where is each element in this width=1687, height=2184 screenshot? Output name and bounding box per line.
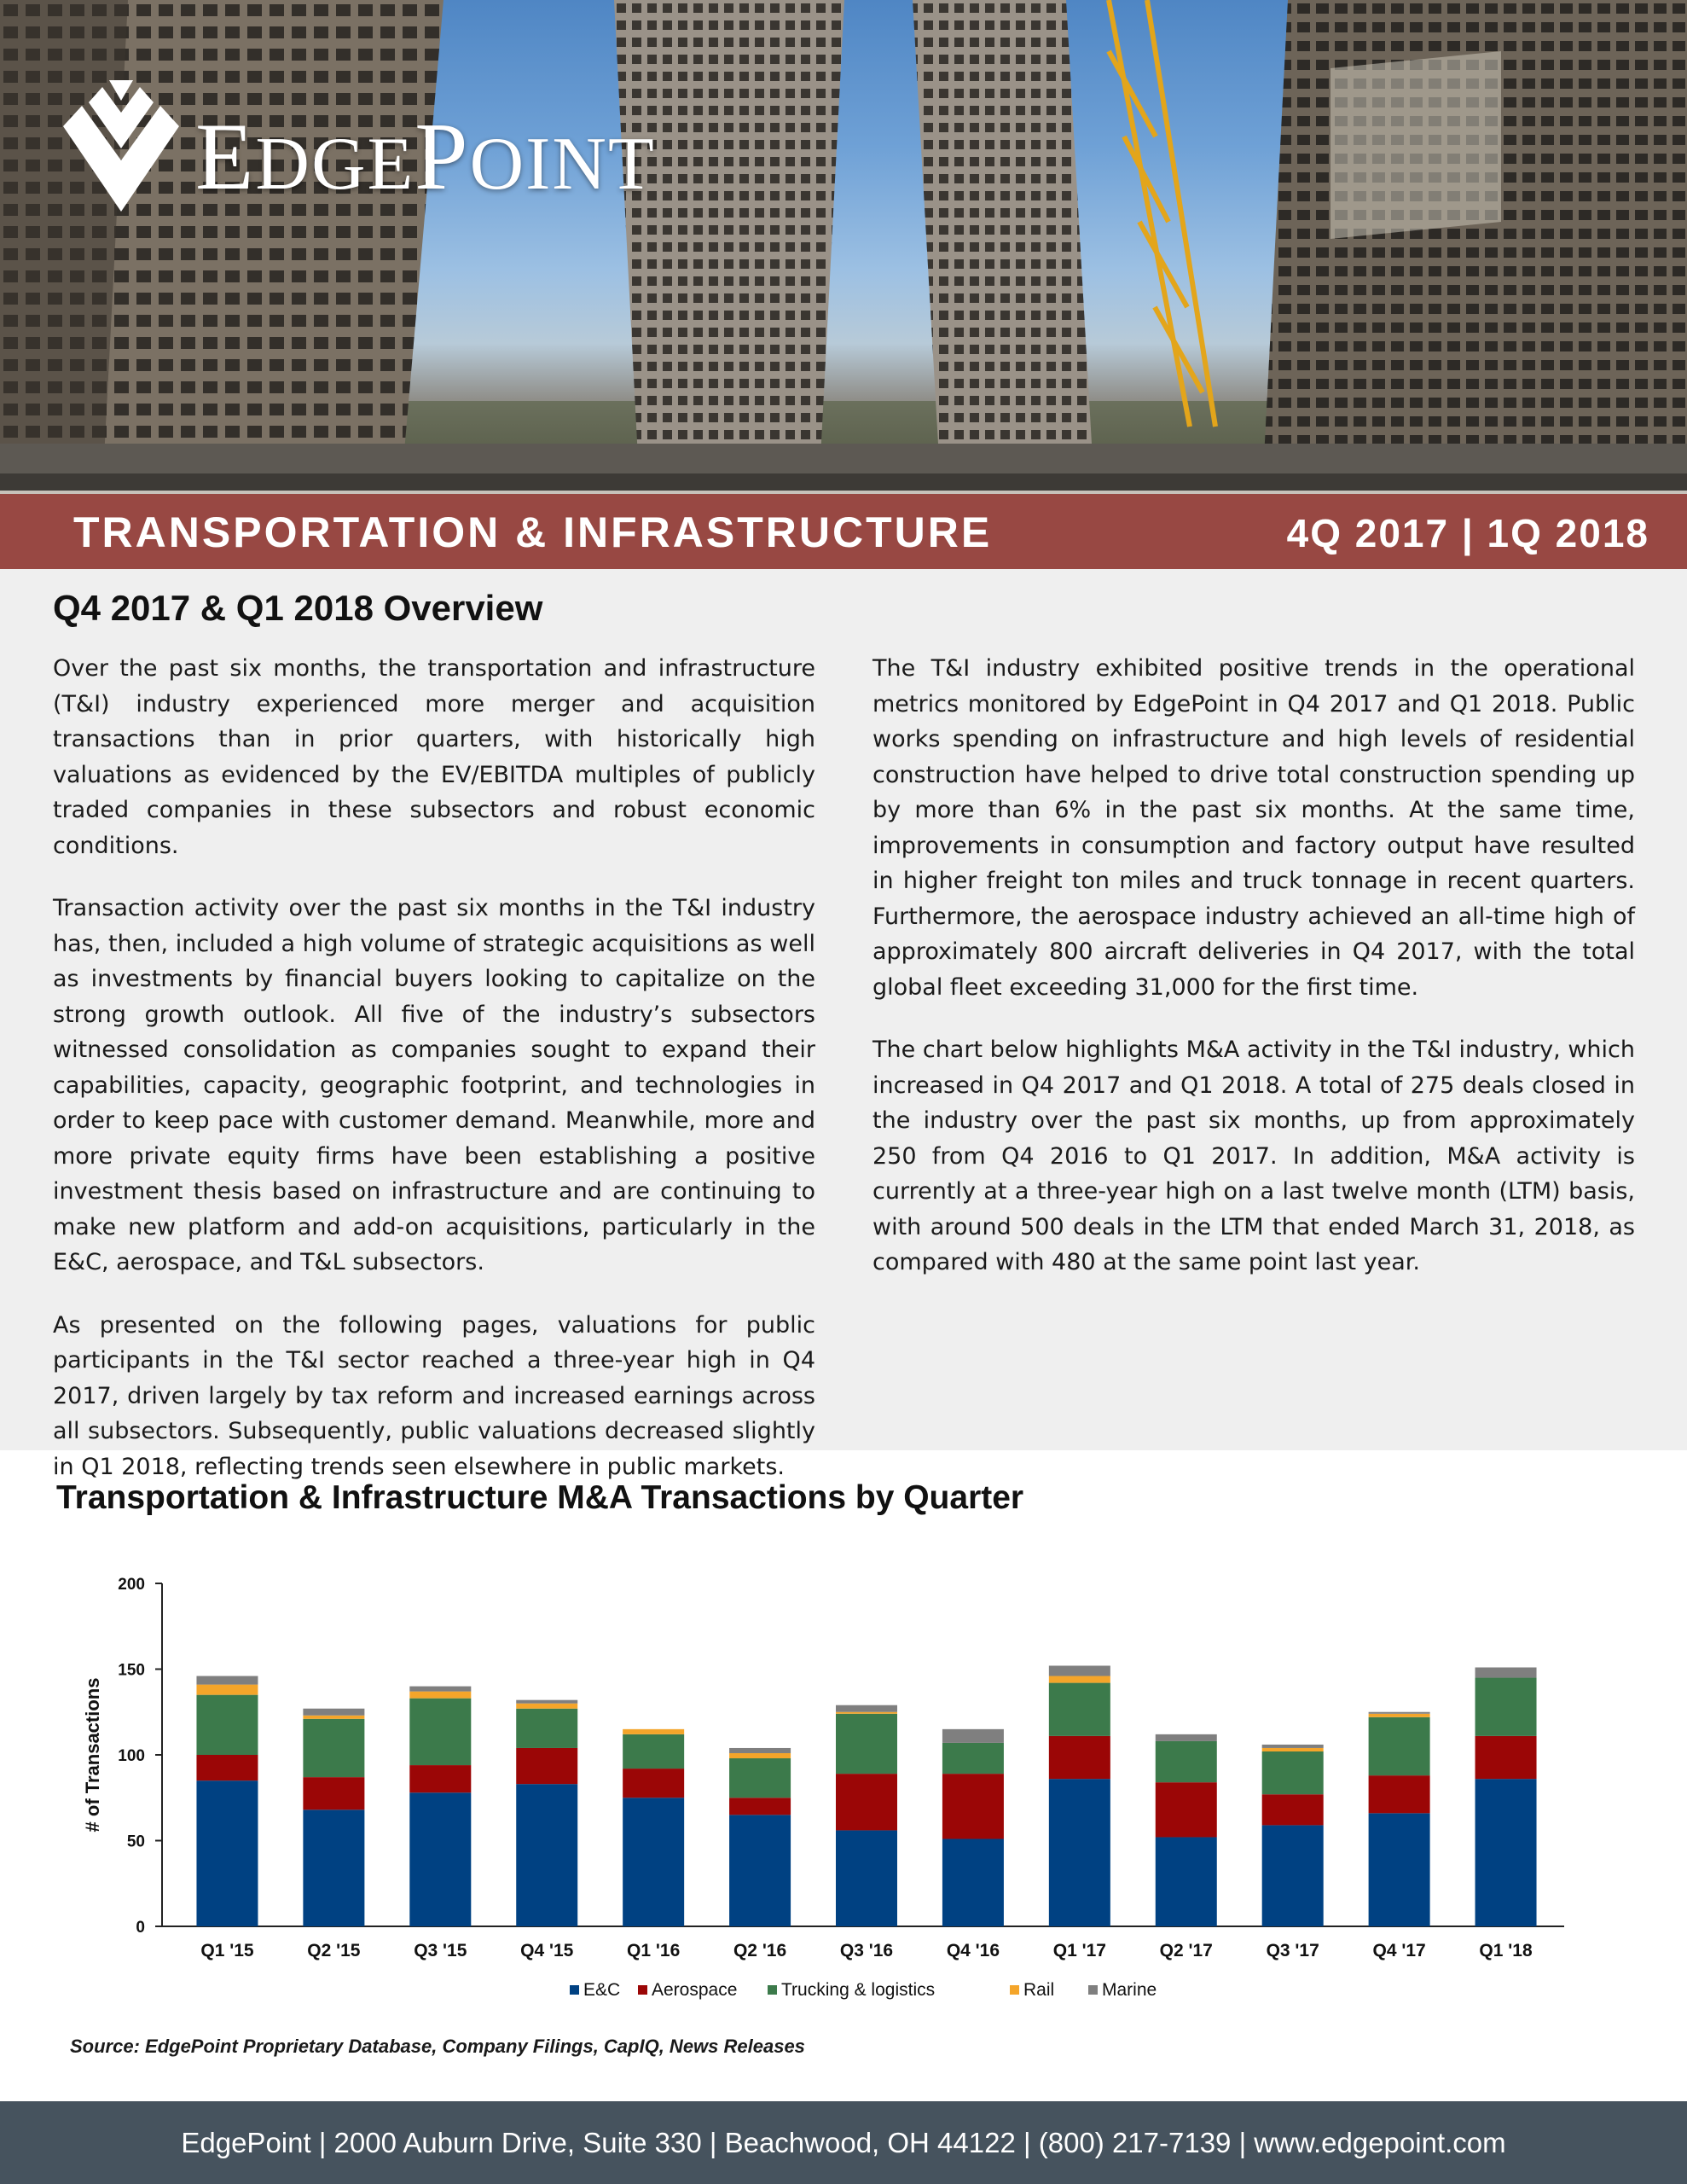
transactions-bar-chart [0, 1536, 1687, 2013]
bar-segment [1049, 1683, 1110, 1736]
overview-paragraph: Over the past six months, the transportation and infrastructure (T&I) industry experienced more merger and acquisition transactions than in prior quarters, with historically high valuations as evidenced by the EV/EBITDA multiples of publicly traded companies in these subsectors and robust economic conditions. [53, 655, 815, 859]
bar-segment [516, 1709, 577, 1748]
edgepoint-logo [51, 75, 656, 216]
y-tick-label: 50 [126, 1833, 145, 1851]
bar-segment [1475, 1736, 1537, 1779]
bar-segment [623, 1734, 684, 1769]
x-tick-label: Q2 '16 [733, 1941, 787, 1960]
bar-segment [516, 1784, 577, 1926]
bar-segment [1156, 1782, 1217, 1837]
bar-segment [303, 1777, 364, 1809]
bar-segment [1156, 1837, 1217, 1926]
title-band [0, 491, 1687, 569]
bar-segment [942, 1729, 1004, 1743]
bar-segment [836, 1774, 897, 1830]
bar-segment [1262, 1825, 1324, 1926]
bar-segment [729, 1798, 791, 1815]
bar-segment [196, 1780, 258, 1926]
bar-segment [836, 1712, 897, 1714]
y-tick-label: 0 [136, 1919, 145, 1937]
bar-segment [303, 1709, 364, 1716]
bar-segment [1262, 1794, 1324, 1825]
edgepoint-wordmark: EDGEPOINT [195, 103, 656, 210]
hero-banner [0, 0, 1687, 491]
x-tick-label: Q1 '16 [627, 1941, 681, 1960]
x-tick-label: Q4 '15 [520, 1941, 574, 1960]
bar-segment [516, 1704, 577, 1709]
bar-segment [942, 1774, 1004, 1838]
bar-segment [1049, 1779, 1110, 1926]
overview-paragraph: As presented on the following pages, valuations for public participants in the T&I sector reached a three-year high in Q4 2017, driven largely by tax reform and increased earnings across all subsectors. Subsequently, public valuations decreased slightly in Q1 2018, reflecting trends seen elsewhere in public markets. [53, 1311, 815, 1480]
bar-segment [409, 1687, 471, 1692]
bar-segment [729, 1748, 791, 1753]
x-tick-label: Q1 '18 [1479, 1941, 1533, 1960]
legend-label: Marine [1102, 1980, 1157, 2000]
overview-paragraph: The T&I industry exhibited positive trends in the operational metrics monitored by EdgePoint in Q4 2017 and Q1 2018. Public works spending on infrastructure and high levels of residential construction have helped to drive total construction spending up by more than 6% in the past six months. At the same time, improvements in consumption and factory output have resulted in higher freight ton miles and truck tonnage in recent quarters. Furthermore, the aerospace industry achieved an all-time high of approximately 800 aircraft deliveries in Q4 2017, with the total global fleet exceeding 31,000 for the first time. [872, 655, 1635, 1001]
bar-segment [409, 1792, 471, 1926]
y-axis-label: # of Transactions [82, 1677, 103, 1833]
bar-segment [196, 1695, 258, 1755]
bar-segment [1369, 1712, 1430, 1714]
bar-segment [303, 1719, 364, 1777]
x-tick-label: Q4 '16 [946, 1941, 1000, 1960]
source-note: Source: EdgePoint Proprietary Database, Company Filings, CapIQ, News Releases [70, 2036, 805, 2057]
bar-segment [1156, 1741, 1217, 1782]
legend-swatch [570, 1985, 579, 1995]
footer [0, 2101, 1687, 2184]
x-tick-label: Q2 '17 [1159, 1941, 1213, 1960]
bar-segment [836, 1705, 897, 1712]
bar-segment [1262, 1748, 1324, 1751]
bar-segment [942, 1743, 1004, 1774]
bar-segment [729, 1815, 791, 1926]
x-tick-label: Q1 '17 [1052, 1941, 1106, 1960]
x-tick-label: Q3 '16 [839, 1941, 894, 1960]
bar-segment [729, 1758, 791, 1798]
legend-swatch [768, 1985, 777, 1995]
legend-label: Aerospace [652, 1980, 738, 2000]
overview-section [0, 569, 1687, 1480]
x-tick-label: Q1 '15 [200, 1941, 254, 1960]
bar-segment [623, 1798, 684, 1926]
bar-segment [409, 1699, 471, 1765]
x-tick-label: Q3 '15 [414, 1941, 467, 1960]
report-period: 4Q 2017 | 1Q 2018 [1286, 511, 1649, 555]
construction-skyline-image [0, 0, 1687, 491]
overview-column-left [53, 651, 815, 1512]
legend-swatch [1010, 1985, 1019, 1995]
bar-segment [1369, 1813, 1430, 1926]
bar-segment [942, 1838, 1004, 1926]
bar-segment [409, 1765, 471, 1792]
bar-segment [1262, 1745, 1324, 1748]
bar-segment [1156, 1734, 1217, 1741]
overview-paragraph: Transaction activity over the past six months in the T&I industry has, then, included a high volume of strategic acquisitions as well as investments by financial buyers looking to capitalize on the strong growth outlook. All five of the industry’s subsectors witnessed consolidation as companies sought to expand their capabilities, capacity, geographic footprint, and technologies in order to keep pace with customer demand. Meanwhile, more and more private equity firms have been establishing a positive investment thesis based on infrastructure and are continuing to make new platform and add-on acquisitions, particularly in the E&C, aerospace, and T&L subsectors. [53, 895, 815, 1275]
y-tick-label: 100 [118, 1747, 145, 1765]
bar-segment [516, 1700, 577, 1704]
footer-contact: EdgePoint | 2000 Auburn Drive, Suite 330 | Beachwood, OH 44122 | (800) 217-7139 | www.edgepoint.com [181, 2126, 1506, 2158]
legend-label: Rail [1023, 1980, 1055, 2000]
legend-swatch [1088, 1985, 1098, 1995]
report-title: TRANSPORTATION & INFRASTRUCTURE [73, 508, 993, 556]
bar-segment [836, 1714, 897, 1774]
bar-segment [623, 1769, 684, 1798]
bar-segment [196, 1755, 258, 1780]
overview-heading: Q4 2017 & Q1 2018 Overview [53, 588, 543, 628]
x-tick-label: Q4 '17 [1372, 1941, 1426, 1960]
edgepoint-leaf-icon [51, 75, 192, 216]
chart-title: Transportation & Infrastructure M&A Transactions by Quarter [56, 1479, 1024, 1516]
bar-segment [1369, 1714, 1430, 1717]
x-tick-label: Q3 '17 [1266, 1941, 1319, 1960]
legend-label: Trucking & logistics [781, 1980, 936, 2000]
bar-segment [729, 1753, 791, 1758]
bar-segment [1262, 1751, 1324, 1794]
bar-segment [836, 1830, 897, 1926]
bar-segment [303, 1716, 364, 1719]
x-tick-label: Q2 '15 [307, 1941, 361, 1960]
bar-segment [516, 1748, 577, 1784]
y-tick-label: 150 [118, 1661, 145, 1680]
bar-segment [1369, 1717, 1430, 1775]
legend-label: E&C [583, 1980, 621, 2000]
y-tick-label: 200 [118, 1576, 145, 1594]
bar-segment [196, 1676, 258, 1685]
bar-segment [303, 1809, 364, 1926]
bar-segment [1475, 1667, 1537, 1677]
bar-segment [1049, 1665, 1110, 1676]
bar-segment [409, 1692, 471, 1699]
overview-column-right [872, 651, 1635, 1308]
bar-segment [1369, 1775, 1430, 1813]
bar-segment [1049, 1736, 1110, 1779]
bar-segment [623, 1729, 684, 1734]
bar-segment [196, 1685, 258, 1695]
bar-segment [1475, 1678, 1537, 1736]
overview-paragraph: The chart below highlights M&A activity in the T&I industry, which increased in Q4 2017 and Q1 2018. A total of 275 deals closed in the industry over the past six months, up from approximately 250 from Q4 2016 to Q1 2017. In addition, M&A activity is currently at a three-year high on a last twelve month (LTM) basis, with around 500 deals in the LTM that ended March 31, 2018, as compared with 480 at the same point last year. [872, 1037, 1635, 1275]
bar-segment [1475, 1779, 1537, 1926]
legend-swatch [638, 1985, 647, 1995]
bar-segment [1049, 1676, 1110, 1683]
